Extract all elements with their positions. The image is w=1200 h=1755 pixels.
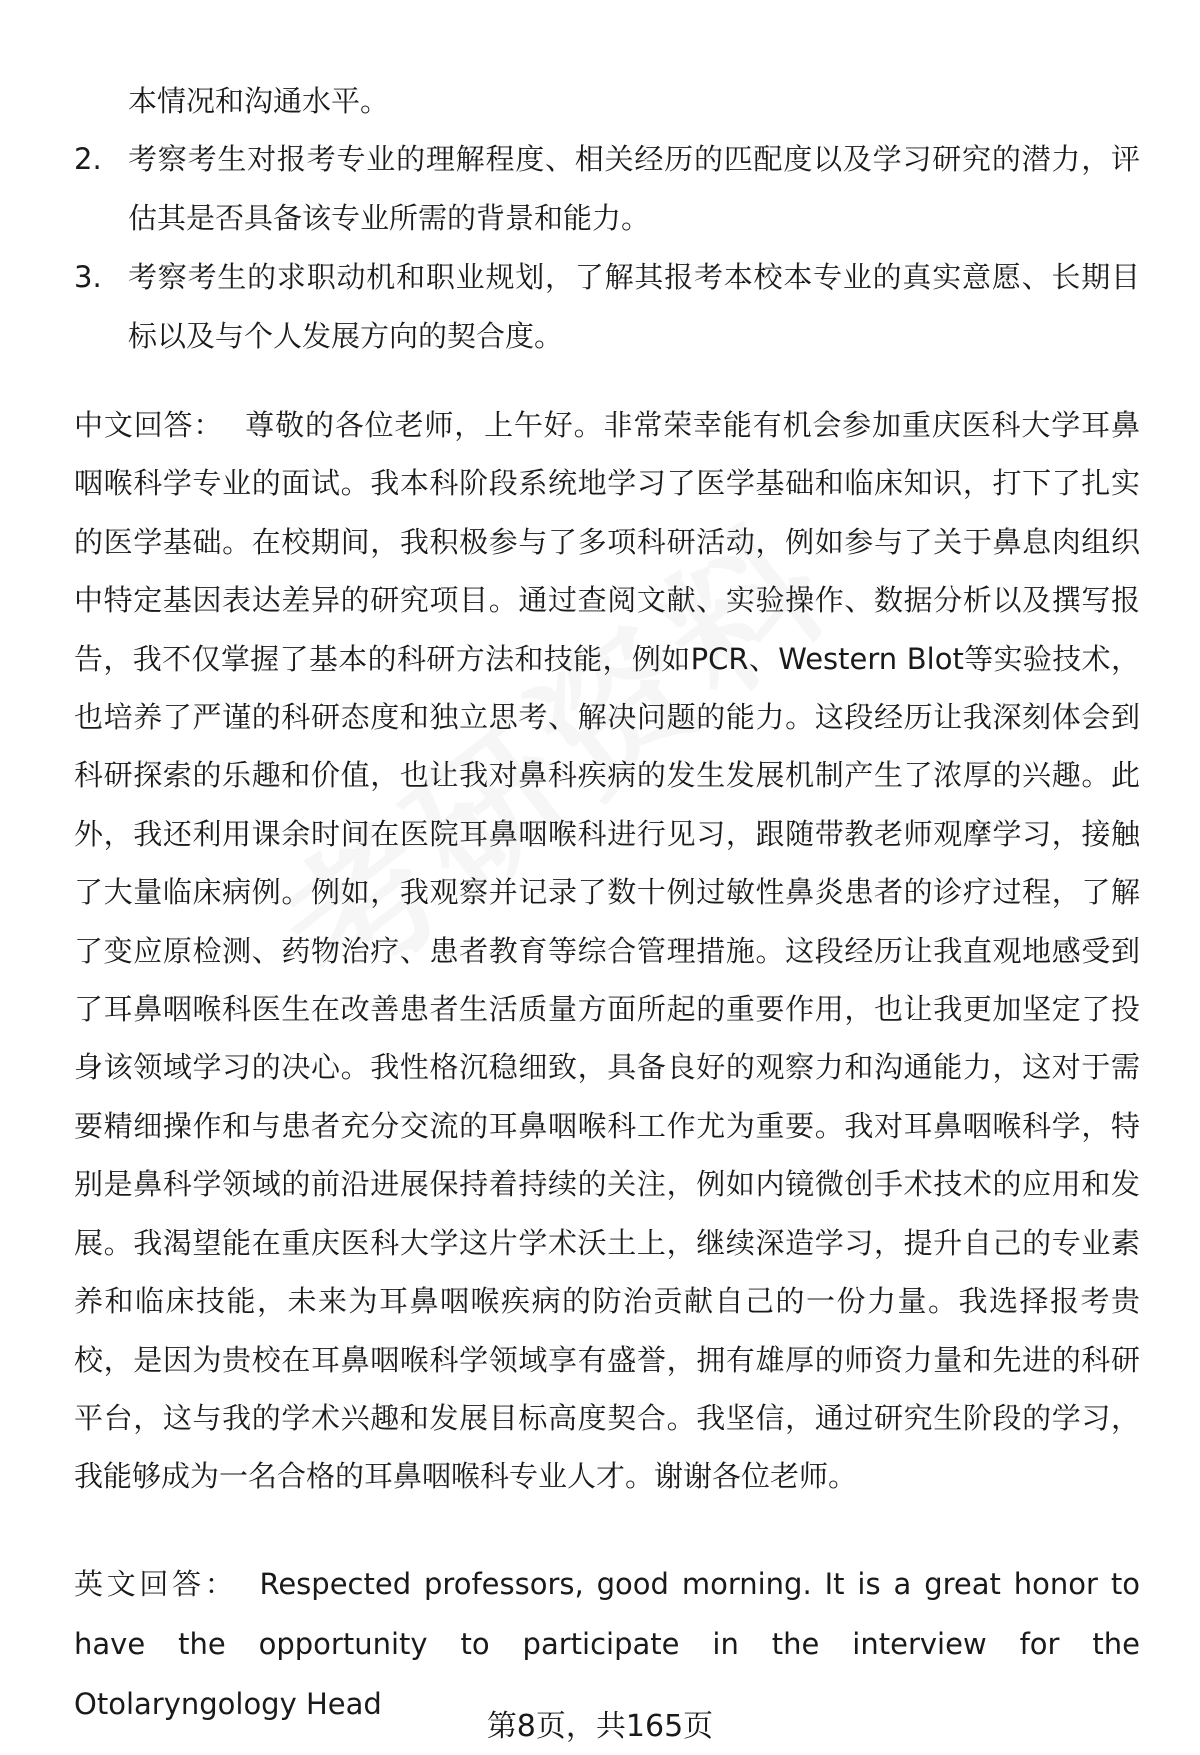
chinese-answer-paragraph <box>74 396 1140 1506</box>
numbered-list <box>74 130 1140 366</box>
list-item-text: 考察考生的求职动机和职业规划，了解其报考本校本专业的真实意愿、长期目标以及与个人发展方向的契合度。 <box>128 260 1140 353</box>
page-number-footer: 第8页，共165页 <box>486 1709 714 1744</box>
continued-list-text: 本情况和沟通水平。 <box>128 84 390 118</box>
list-item-text: 考察考生对报考专业的理解程度、相关经历的匹配度以及学习研究的潜力，评估其是否具备该专业所需的背景和能力。 <box>128 142 1140 235</box>
list-item <box>74 248 1140 366</box>
list-item-number: 3. <box>74 260 102 294</box>
chinese-answer-text: 尊敬的各位老师，上午好。非常荣幸能有机会参加重庆医科大学耳鼻咽喉科学专业的面试。我本科阶段系统地学习了医学基础和临床知识，打下了扎实的医学基础。在校期间，我积极参与了多项科研活动，例如参与了关于鼻息肉组织中特定基因表达差异的研究项目。通过查阅文献、实验操作、数据分析以及撰写报告，我不仅掌握了基本的科研方法和技能，例如PCR、Western Blot等实验技术，也培养了严谨的科研态度和独立思考、解决问题的能力。这段经历让我深刻体会到科研探索的乐趣和价值，也让我对鼻科疾病的发生发展机制产生了浓厚的兴趣。此外，我还利用课余时间在医院耳鼻咽喉科进行见习，跟随带教老师观摩学习，接触了大量临床病例。例如，我观察并记录了数十例过敏性鼻炎患者的诊疗过程，了解了变应原检测、药物治疗、患者教育等综合管理措施。这段经历让我直观地感受到了耳鼻咽喉科医生在改善患者生活质量方面所起的重要作用，也让我更加坚定了投身该领域学习的决心。我性格沉稳细致，具备良好的观察力和沟通能力，这对于需要精细操作和与患者充分交流的耳鼻咽喉科工作尤为重要。我对耳鼻咽喉科学，特别是鼻科学领域的前沿进展保持着持续的关注，例如内镜微创手术技术的应用和发展。我渴望能在重庆医科大学这片学术沃土上，继续深造学习，提升自己的专业素养和临床技能，未来为耳鼻咽喉疾病的防治贡献自己的一份力量。我选择报考贵校，是因为贵校在耳鼻咽喉科学领域享有盛誉，拥有雄厚的师资力量和先进的科研平台，这与我的学术兴趣和发展目标高度契合。我坚信，通过研究生阶段的学习，我能够成为一名合格的耳鼻咽喉科专业人才。谢谢各位老师。 <box>74 408 1140 1494</box>
list-item <box>74 130 1140 248</box>
english-answer-label: 英文回答： <box>74 1567 238 1601</box>
english-answer-text: Respected professors, good morning. It is a great honor to have the opportunity to participate in the interview for the Otolaryngology Head <box>74 1567 1140 1721</box>
chinese-answer-label: 中文回答： <box>74 408 224 442</box>
list-item-number: 2. <box>74 142 102 176</box>
